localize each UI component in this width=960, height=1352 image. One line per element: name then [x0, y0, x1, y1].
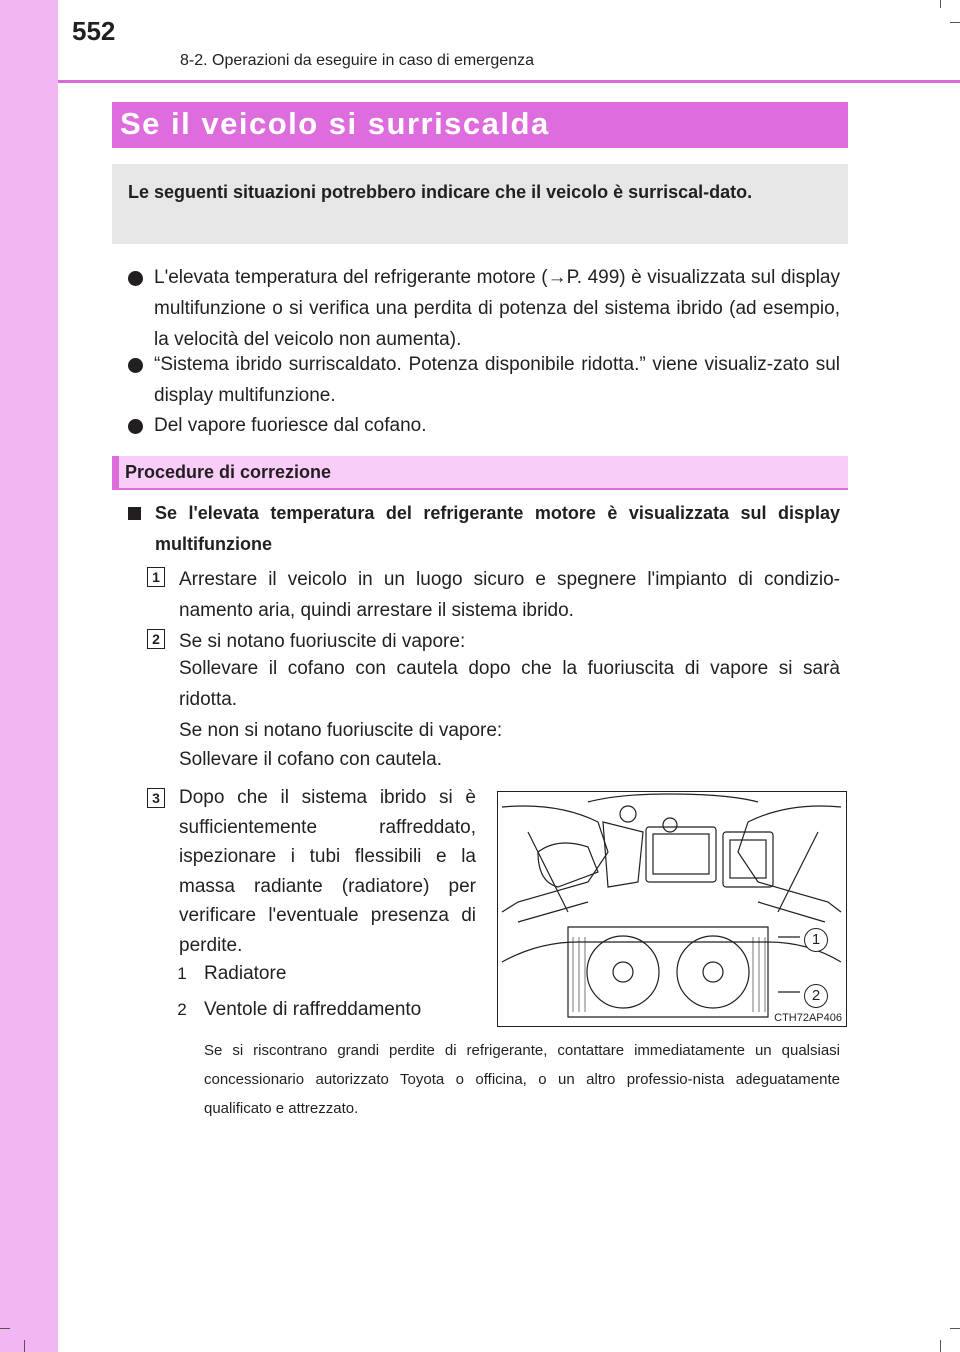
bullet-text: “Sistema ibrido surriscaldato. Potenza disponibile ridotta.” viene visualiz-zato sul display multifunzione.	[154, 354, 840, 406]
condition-heading	[128, 498, 840, 560]
bullet-item	[128, 410, 840, 441]
bullet-item	[128, 349, 840, 411]
crop-mark	[24, 1340, 25, 1352]
legend-number: 2	[177, 1000, 187, 1019]
step-number-badge: 3	[147, 788, 165, 808]
subheading: Procedure di correzione	[125, 462, 332, 482]
legend-label: Radiatore	[204, 963, 287, 984]
step-number-badge: 2	[147, 629, 165, 649]
intro-box	[112, 164, 848, 244]
bullet-dot-icon	[128, 358, 143, 373]
crop-mark	[950, 22, 960, 23]
crop-mark	[940, 1340, 941, 1352]
square-bullet-icon	[128, 507, 141, 520]
step-text: Dopo che il sistema ibrido si è sufficientemente raffreddato, ispezionare i tubi flessibili e la massa radiante (radiatore) per verificare l'eventuale presenza di perdite.	[179, 787, 476, 956]
step-text: Se non si notano fuoriuscite di vapore:	[179, 720, 503, 741]
step-number-badge: 1	[147, 567, 165, 587]
engine-bay-figure	[497, 791, 847, 1027]
page-title: Se il veicolo si surriscalda	[120, 106, 550, 141]
crop-mark	[0, 1328, 10, 1329]
step-text: Sollevare il cofano con cautela.	[179, 749, 442, 770]
engine-bay-illustration-icon	[498, 792, 845, 1025]
crop-mark	[950, 1328, 960, 1329]
bullet-item	[128, 262, 840, 355]
bullet-text: L'elevata temperatura del refrigerante motore (→P. 499) è visualizzata sul display multifunzione o si verifica una perdita di potenza del sistema ibrido (ad esempio, la velocità del veicolo non aumenta).	[154, 267, 840, 350]
callout-marker: 2	[804, 984, 828, 1008]
header-rule	[58, 80, 960, 83]
note-text: Se si riscontrano grandi perdite di refrigerante, contattare immediatamente un qualsiasi concessionario autorizzato Toyota o officina, o un altro professio-nista adeguatamente qualificato e attrezzato.	[204, 1042, 840, 1117]
step-text: Arrestare il veicolo in un luogo sicuro e spegnere l'impianto di condizio-namento aria, quindi arrestare il sistema ibrido.	[179, 569, 840, 621]
condition-text: Se l'elevata temperatura del refrigerante motore è visualizzata sul display multifunzione	[155, 503, 840, 554]
page-title-bar	[112, 102, 848, 148]
step-text: Sollevare il cofano con cautela dopo che la fuoriuscita di vapore si sarà ridotta.	[179, 658, 840, 710]
step-text: Se si notano fuoriuscite di vapore:	[179, 631, 466, 652]
callout-marker: 1	[804, 928, 828, 952]
bullet-text: Del vapore fuoriesce dal cofano.	[154, 415, 427, 436]
subheading-bar	[112, 456, 848, 490]
figure-code: CTH72AP406	[774, 1012, 842, 1024]
intro-text: Le seguenti situazioni potrebbero indicare che il veicolo è surriscal-dato.	[128, 182, 753, 202]
bullet-dot-icon	[128, 271, 143, 286]
page-number: 552	[72, 16, 116, 46]
legend-number: 1	[177, 964, 187, 983]
page-side-tab	[0, 0, 58, 1352]
crop-mark	[940, 0, 941, 8]
bullet-dot-icon	[128, 419, 143, 434]
section-header: 8-2. Operazioni da eseguire in caso di emergenza	[180, 52, 534, 69]
legend-label: Ventole di raffreddamento	[204, 999, 422, 1020]
